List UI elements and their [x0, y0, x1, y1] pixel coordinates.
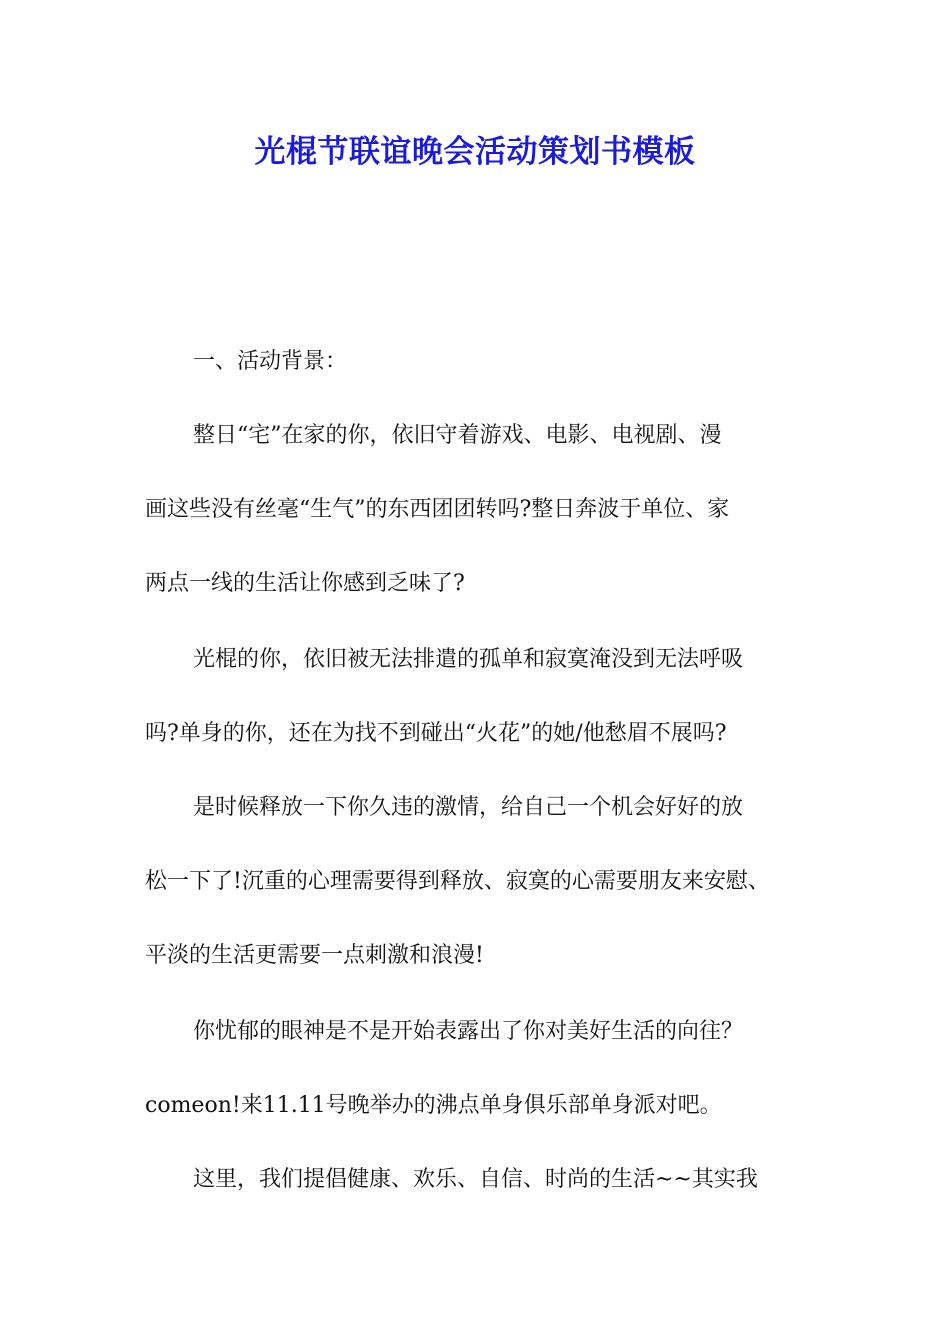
paragraph-line: 你忧郁的眼神是不是开始表露出了你对美好生活的向往？: [193, 1019, 744, 1044]
paragraph-line: comeon!来11.11号晚举办的沸点单身俱乐部单身派对吧。: [145, 1093, 722, 1118]
section-heading-background: 一、活动背景：: [193, 349, 348, 374]
paragraph-line: 松一下了!沉重的心理需要得到释放、寂寞的心需要朋友来安慰、: [145, 869, 770, 894]
paragraph-line: 画这些没有丝毫“生气”的东西团团转吗?整日奔波于单位、家: [145, 497, 730, 522]
paragraph-line: 两点一线的生活让你感到乏味了?: [145, 571, 465, 596]
document-title: 光棍节联谊晚会活动策划书模板: [254, 134, 696, 170]
paragraph-line: 光棍的你，依旧被无法排遣的孤单和寂寞淹没到无法呼吸: [193, 647, 744, 672]
paragraph-line: 平淡的生活更需要一点刺激和浪漫!: [145, 943, 484, 968]
paragraph-line: 这里，我们提倡健康、欢乐、自信、时尚的生活~~其实我: [193, 1167, 758, 1192]
paragraph-line: 吗?单身的你，还在为找不到碰出“火花”的她/他愁眉不展吗?: [145, 721, 727, 746]
paragraph-line: 整日“宅”在家的你，依旧守着游戏、电影、电视剧、漫: [193, 423, 722, 448]
paragraph-line: 是时候释放一下你久违的激情，给自己一个机会好好的放: [193, 795, 744, 820]
